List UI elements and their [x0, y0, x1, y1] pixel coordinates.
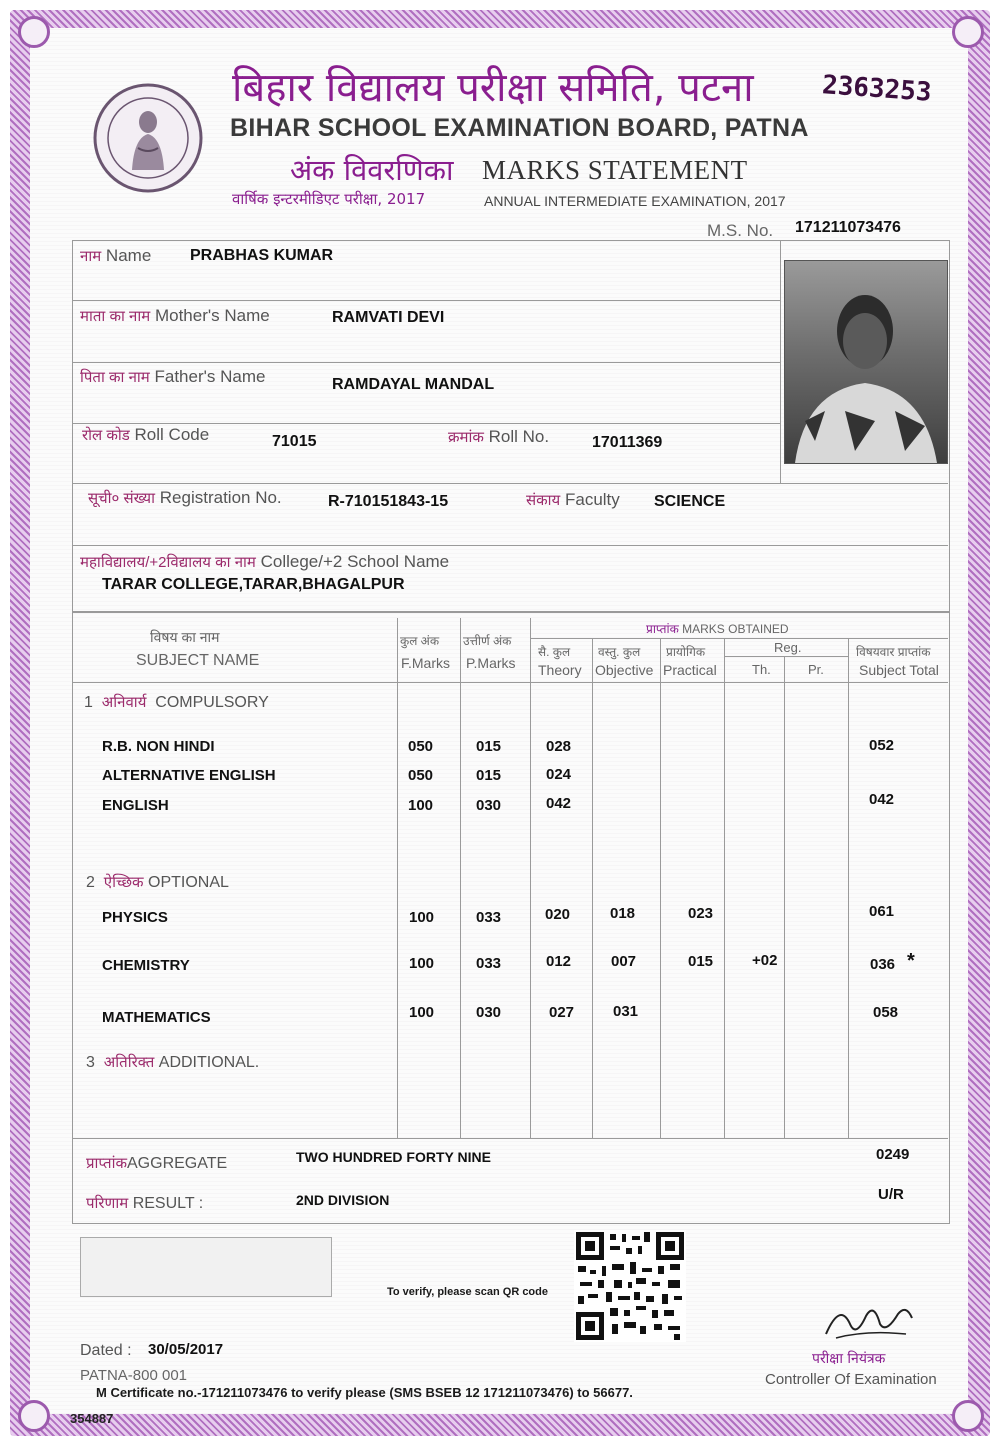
student-name: PRABHAS KUMAR — [190, 247, 334, 264]
reg-practical-header: Pr. — [808, 662, 824, 677]
pass-marks: 015 — [476, 767, 502, 784]
compulsory-section-label: 1 अनिवार्य COMPULSORY — [84, 694, 269, 711]
faculty: SCIENCE — [654, 493, 726, 510]
subject-total-header: Subject Total — [859, 662, 939, 678]
theory-marks: 024 — [546, 766, 572, 783]
practical-marks: 023 — [688, 905, 714, 922]
college-label: महाविद्यालय/+2विद्यालय का नाम College/+2 School Name — [80, 552, 450, 571]
registration-number: R-710151843-15 — [328, 493, 449, 510]
objective-marks: 031 — [613, 1003, 639, 1020]
aggregate-total: 0249 — [876, 1146, 910, 1163]
theory-marks: 027 — [549, 1004, 575, 1021]
student-photo — [784, 260, 948, 464]
corner-ornament — [952, 16, 984, 48]
roll-number: 17011369 — [592, 434, 663, 451]
board-title-hindi: बिहार विद्यालय परीक्षा समिति, पटना — [232, 65, 754, 111]
subtitle-hindi: अंक विवरणिका — [290, 153, 454, 187]
verify-instruction: To verify, please scan QR code — [387, 1286, 548, 1298]
sms-verification-note: M Certificate no.-171211073476 to verify please (SMS BSEB 12 171211073476) to 56677. — [96, 1385, 633, 1400]
theory-header: Theory — [538, 662, 582, 678]
subject-name: ALTERNATIVE ENGLISH — [102, 767, 276, 784]
controller-title-hindi: परीक्षा नियंत्रक — [812, 1351, 886, 1367]
subject-name: MATHEMATICS — [102, 1009, 211, 1026]
pass-marks: 015 — [476, 738, 502, 755]
subject-total: 058 — [873, 1004, 899, 1021]
pass-marks-header-hindi: उत्तीर्ण अंक — [463, 634, 512, 648]
father-name: RAMDAYAL MANDAL — [332, 376, 495, 393]
objective-marks: 007 — [611, 953, 637, 970]
grace-mark-indicator: * — [907, 950, 915, 972]
subject-total: 036 — [870, 956, 896, 973]
subject-header-hindi: विषय का नाम — [150, 629, 220, 645]
pass-marks-header: P.Marks — [466, 655, 516, 671]
subject-name: CHEMISTRY — [102, 957, 190, 974]
controller-signature-icon — [816, 1294, 916, 1348]
roll-number-label: क्रमांक Roll No. — [448, 427, 550, 446]
college-name: TARAR COLLEGE,TARAR,BHAGALPUR — [102, 576, 405, 593]
subject-total: 052 — [869, 737, 895, 754]
aggregate-in-words: TWO HUNDRED FORTY NINE — [296, 1149, 491, 1165]
exam-name-english: ANNUAL INTERMEDIATE EXAMINATION, 2017 — [484, 193, 786, 209]
full-marks: 050 — [408, 738, 434, 755]
practical-marks: 015 — [688, 953, 714, 970]
practical-header: Practical — [663, 662, 717, 678]
serial-number: 2363253 — [821, 70, 933, 108]
practical-header-hindi: प्रायोगिक — [666, 645, 706, 659]
subject-header: SUBJECT NAME — [136, 652, 260, 669]
mother-name: RAMVATI DEVI — [332, 309, 445, 326]
roll-code: 71015 — [272, 433, 317, 450]
full-marks: 100 — [408, 797, 434, 814]
bottom-code: 354887 — [70, 1411, 114, 1426]
marks-obtained-header: प्राप्तांक MARKS OBTAINED — [646, 622, 789, 636]
father-name-label: पिता का नाम Father's Name — [80, 367, 266, 386]
pass-marks: 033 — [476, 909, 502, 926]
faculty-label: संकाय Faculty — [526, 490, 620, 509]
corner-ornament — [18, 16, 50, 48]
full-marks-header: F.Marks — [401, 655, 450, 671]
objective-header: Objective — [595, 662, 654, 678]
result-division: 2ND DIVISION — [296, 1192, 390, 1208]
issue-place: PATNA-800 001 — [80, 1367, 187, 1384]
board-seal-icon — [92, 82, 204, 194]
corner-ornament — [18, 1400, 50, 1432]
qr-code-icon — [574, 1230, 686, 1342]
subject-total-header-hindi: विषयवार प्राप्तांक — [856, 645, 931, 659]
reg-theory-header: Th. — [752, 662, 771, 677]
exam-name-hindi: वार्षिक इन्टरमीडिएट परीक्षा, 2017 — [232, 190, 426, 208]
mother-name-label: माता का नाम Mother's Name — [80, 306, 270, 325]
blank-stamp-box — [80, 1237, 332, 1297]
optional-section-label: 2 ऐच्छिक OPTIONAL — [86, 874, 229, 891]
result-label: परिणाम RESULT : — [86, 1195, 204, 1212]
theory-marks: 012 — [546, 953, 572, 970]
full-marks: 100 — [409, 1004, 435, 1021]
aggregate-label: प्राप्तांकAGGREGATE — [86, 1155, 228, 1172]
additional-section-label: 3 अतिरिक्त ADDITIONAL. — [86, 1054, 260, 1071]
ms-number-label: M.S. No. — [707, 221, 774, 240]
controller-title: Controller Of Examination — [765, 1371, 937, 1388]
full-marks: 100 — [409, 955, 435, 972]
reg-marks: +02 — [752, 952, 778, 969]
objective-header-hindi: वस्तु. कुल — [598, 645, 641, 659]
full-marks: 050 — [408, 767, 434, 784]
theory-marks: 042 — [546, 795, 572, 812]
reg-header: Reg. — [774, 640, 802, 655]
theory-marks: 028 — [546, 738, 572, 755]
student-portrait-icon — [785, 261, 947, 463]
objective-marks: 018 — [610, 905, 636, 922]
name-label: नाम Name — [80, 246, 152, 265]
result-code: U/R — [878, 1186, 904, 1203]
subject-total: 042 — [869, 791, 895, 808]
full-marks-header-hindi: कुल अंक — [400, 634, 440, 648]
subject-name: PHYSICS — [102, 909, 168, 926]
theory-header-hindi: सै. कुल — [538, 645, 571, 659]
corner-ornament — [952, 1400, 984, 1432]
issue-date: 30/05/2017 — [148, 1341, 224, 1358]
dated-label: Dated : — [80, 1342, 132, 1359]
pass-marks: 030 — [476, 1004, 502, 1021]
theory-marks: 020 — [545, 906, 571, 923]
roll-code-label: रोल कोड Roll Code — [82, 425, 210, 444]
pass-marks: 033 — [476, 955, 502, 972]
registration-label: सूची० संख्या Registration No. — [88, 488, 282, 507]
board-title-english: BIHAR SCHOOL EXAMINATION BOARD, PATNA — [230, 114, 809, 142]
ms-number: 171211073476 — [795, 219, 901, 236]
subject-total: 061 — [869, 903, 895, 920]
pass-marks: 030 — [476, 797, 502, 814]
subject-name: R.B. NON HINDI — [102, 738, 215, 755]
full-marks: 100 — [409, 909, 435, 926]
subject-name: ENGLISH — [102, 797, 169, 814]
subtitle-english: MARKS STATEMENT — [482, 155, 748, 185]
